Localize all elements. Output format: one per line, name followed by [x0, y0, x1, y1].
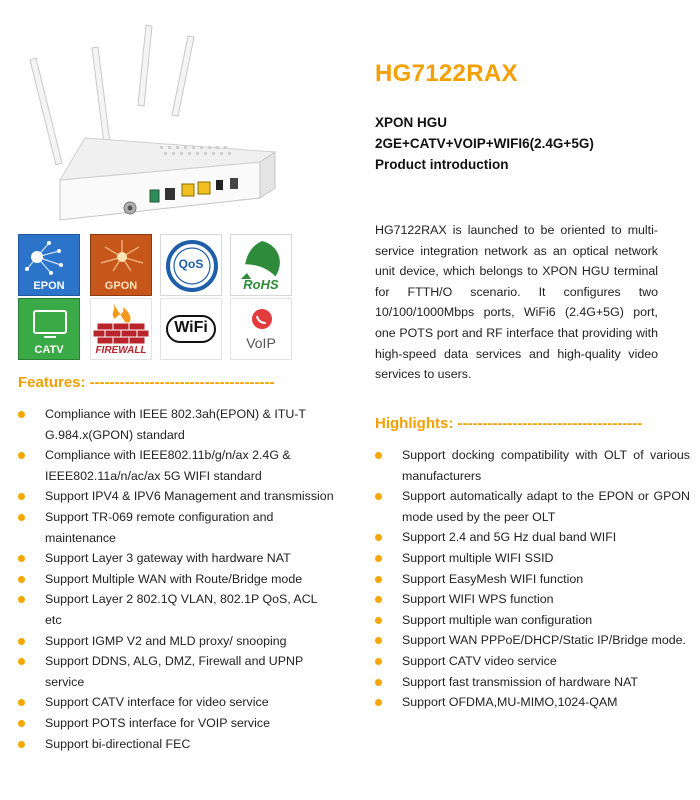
list-item: Support EasyMesh WIFI function: [402, 569, 690, 590]
list-item: Support Layer 3 gateway with hardware NAT: [45, 548, 335, 569]
voip-label: VoIP: [246, 335, 276, 351]
product-intro-heading: Product introduction: [375, 157, 509, 172]
list-item: Support WIFI WPS function: [402, 589, 690, 610]
product-type: XPON HGU: [375, 115, 448, 130]
list-item: Support CATV interface for video service: [45, 692, 335, 713]
bullet-icon: [375, 576, 382, 583]
bullet-icon: [18, 514, 25, 521]
firewall-label: FIREWALL: [95, 345, 147, 356]
bullet-icon: [375, 493, 382, 500]
product-intro-paragraph: HG7122RAX is launched to be oriented to multi-service integration network as an optical network unit device, which belongs to XPON HGU terminal for FTTH/O scenario. It configures two 10/100/1000Mbps ports, WiFi6 (2.4G+5G) port, one POTS port and RF interface that providing with high-speed data services and high-quality video services to users.: [375, 223, 658, 382]
list-item: Compliance with IEEE 802.3ah(EPON) & ITU-T G.984.x(GPON) standard: [45, 404, 335, 445]
rohs-label: RoHS: [243, 277, 279, 292]
list-item: Support POTS interface for VOIP service: [45, 713, 335, 734]
list-item: Support WAN PPPoE/DHCP/Static IP/Bridge mode.: [402, 630, 690, 651]
catv-icon: [18, 298, 80, 360]
list-item: Support OFDMA,MU-MIMO,1024-QAM: [402, 692, 690, 713]
bullet-icon: [375, 452, 382, 459]
product-interfaces: 2GE+CATV+VOIP+WIFI6(2.4G+5G): [375, 136, 594, 151]
bullet-icon: [18, 576, 25, 583]
list-item: Support multiple wan configuration: [402, 610, 690, 631]
list-item: Support DDNS, ALG, DMZ, Firewall and UPNP service: [45, 651, 335, 692]
qos-icon: [160, 234, 222, 296]
wifi-label: WiFi: [174, 319, 208, 336]
highlights-list: [402, 445, 690, 713]
list-item: Support docking compatibility with OLT of various manufacturers: [402, 445, 690, 486]
list-item: Support automatically adapt to the EPON or GPON mode used by the peer OLT: [402, 486, 690, 527]
list-item: Support Multiple WAN with Route/Bridge mode: [45, 569, 335, 590]
firewall-icon: [90, 298, 152, 360]
router-product-image: [20, 20, 300, 235]
list-item: Support IGMP V2 and MLD proxy/ snooping: [45, 631, 335, 652]
bullet-icon: [18, 720, 25, 727]
epon-label: EPON: [33, 280, 65, 292]
list-item: Support fast transmission of hardware NAT: [402, 672, 690, 693]
bullet-icon: [18, 555, 25, 562]
bullet-icon: [18, 452, 25, 459]
bullet-icon: [375, 679, 382, 686]
epon-icon: [18, 234, 80, 296]
gpon-label: GPON: [104, 280, 138, 292]
list-item: Support Layer 2 802.1Q VLAN, 802.1P QoS, ACL etc: [45, 589, 335, 630]
rohs-icon: [230, 234, 292, 296]
product-model-title: HG7122RAX: [375, 60, 518, 87]
bullet-icon: [18, 638, 25, 645]
list-item: Support IPV4 & IPV6 Management and transmission: [45, 486, 335, 507]
list-item: Support 2.4 and 5G Hz dual band WIFI: [402, 527, 690, 548]
wifi-icon: [160, 298, 222, 360]
bullet-icon: [375, 534, 382, 541]
bullet-icon: [375, 658, 382, 665]
bullet-icon: [375, 555, 382, 562]
bullet-icon: [18, 741, 25, 748]
bullet-icon: [18, 658, 25, 665]
gpon-icon: [90, 234, 152, 296]
catv-label: CATV: [34, 344, 64, 356]
bullet-icon: [18, 596, 25, 603]
bullet-icon: [18, 411, 25, 418]
bullet-icon: [375, 596, 382, 603]
voip-icon: [230, 298, 292, 360]
bullet-icon: [375, 617, 382, 624]
features-list: [45, 404, 335, 754]
list-item: Compliance with IEEE802.11b/g/n/ax 2.4G & IEEE802.11a/n/ac/ax 5G WIFI standard: [45, 445, 335, 486]
bullet-icon: [18, 699, 25, 706]
bullet-icon: [18, 493, 25, 500]
bullet-icon: [375, 699, 382, 706]
highlights-heading: Highlights: -------------------------------------: [375, 415, 643, 432]
list-item: Support multiple WIFI SSID: [402, 548, 690, 569]
qos-label: QoS: [178, 257, 204, 271]
bullet-icon: [375, 637, 382, 644]
list-item: Support bi-directional FEC: [45, 734, 335, 755]
features-heading: Features: -------------------------------------: [18, 374, 275, 391]
list-item: Support CATV video service: [402, 651, 690, 672]
list-item: Support TR-069 remote configuration and maintenance: [45, 507, 335, 548]
